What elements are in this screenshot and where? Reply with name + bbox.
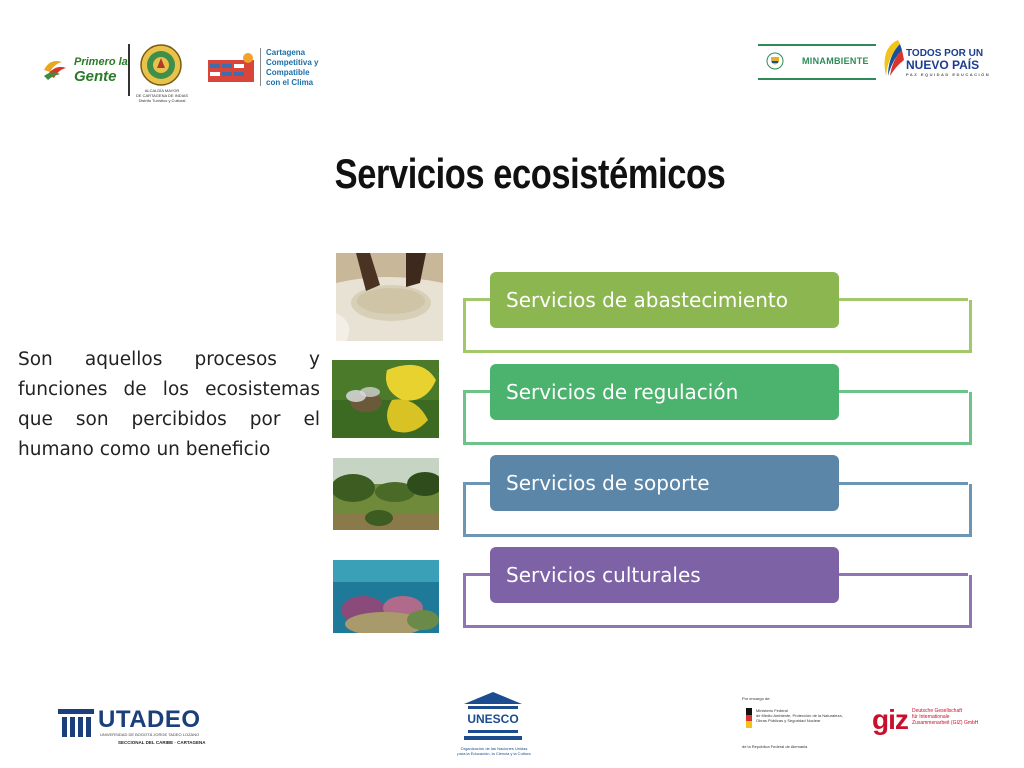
giz-text: Deutsche Gesellschaft für Internationale Zusammenarbeit (GIZ) GmbH <box>912 708 979 726</box>
utadeo-name: UTADEO <box>98 706 201 733</box>
service-regulacion: Servicios de regulación <box>490 364 839 420</box>
service-frame-top <box>838 482 968 485</box>
bmz-ministry: Ministerio Federal de Medio Ambiente, Protección de la Naturaleza, Obras Públicas y Seguridad Nuclear <box>756 708 843 723</box>
giz-logo: giz <box>872 704 908 735</box>
coral-reef-photo <box>333 560 439 633</box>
todos-por-un-nuevo-pais-icon <box>878 38 904 78</box>
service-soporte: Servicios de soporte <box>490 455 839 511</box>
utadeo-university: UNIVERSIDAD DE BOGOTÁ JORGE TADEO LOZANO <box>100 732 200 737</box>
unesco-name: UNESCO <box>467 712 519 726</box>
alcaldia-seal-icon <box>140 44 182 86</box>
primero-la-gente-logo: Primero la Gente <box>40 52 128 92</box>
unesco-temple-icon <box>462 690 524 744</box>
cartagena-divider <box>260 48 261 86</box>
service-frame-top <box>463 390 493 393</box>
description-text: Son aquellos procesos y funciones de los ecosistemas que son percibidos por el humano como un beneficio <box>18 349 320 460</box>
service-frame-top <box>838 298 968 301</box>
utadeo-icon <box>58 707 94 739</box>
minambiente-logo: MINAMBIENTE <box>758 44 876 80</box>
german-flag-icon <box>746 708 752 728</box>
bmz-por-encargo: Por encargo de: <box>742 696 771 701</box>
unesco-caption: Organización de las Naciones Unidas para la Educación, la Ciencia y la Cultura <box>457 746 531 756</box>
service-abastecimiento: Servicios de abastecimiento <box>490 272 839 328</box>
forest-landscape-photo <box>333 458 439 530</box>
utadeo-seccional: SECCIONAL DEL CARIBE · CARTAGENA <box>118 740 206 745</box>
page-title: Servicios ecosistémicos <box>334 150 726 197</box>
alcaldia-caption: ALCALDÍA MAYOR DE CARTAGENA DE INDIAS Distrito Turístico y Cultural <box>135 88 189 103</box>
service-frame-top <box>463 298 493 301</box>
cartagena-plan-text: Cartagena Competitiva y Compatible con el Clima <box>266 48 319 87</box>
primero-la-gente-icon <box>42 56 68 80</box>
service-frame-top <box>463 573 493 576</box>
bee-flower-photo <box>332 360 439 438</box>
service-frame-top <box>463 482 493 485</box>
colombia-shield-icon <box>766 52 784 70</box>
service-culturales: Servicios culturales <box>490 547 839 603</box>
cartagena-wall-icon <box>206 52 256 84</box>
grain-sack-photo <box>336 253 443 341</box>
service-frame-top <box>838 573 968 576</box>
todos-por-un-nuevo-pais-text: TODOS POR UN NUEVO PAÍS PAZ EQUIDAD EDUCACIÓN <box>906 48 991 77</box>
service-frame-top <box>838 390 968 393</box>
bmz-republic: de la República Federal de Alemania <box>742 744 808 749</box>
